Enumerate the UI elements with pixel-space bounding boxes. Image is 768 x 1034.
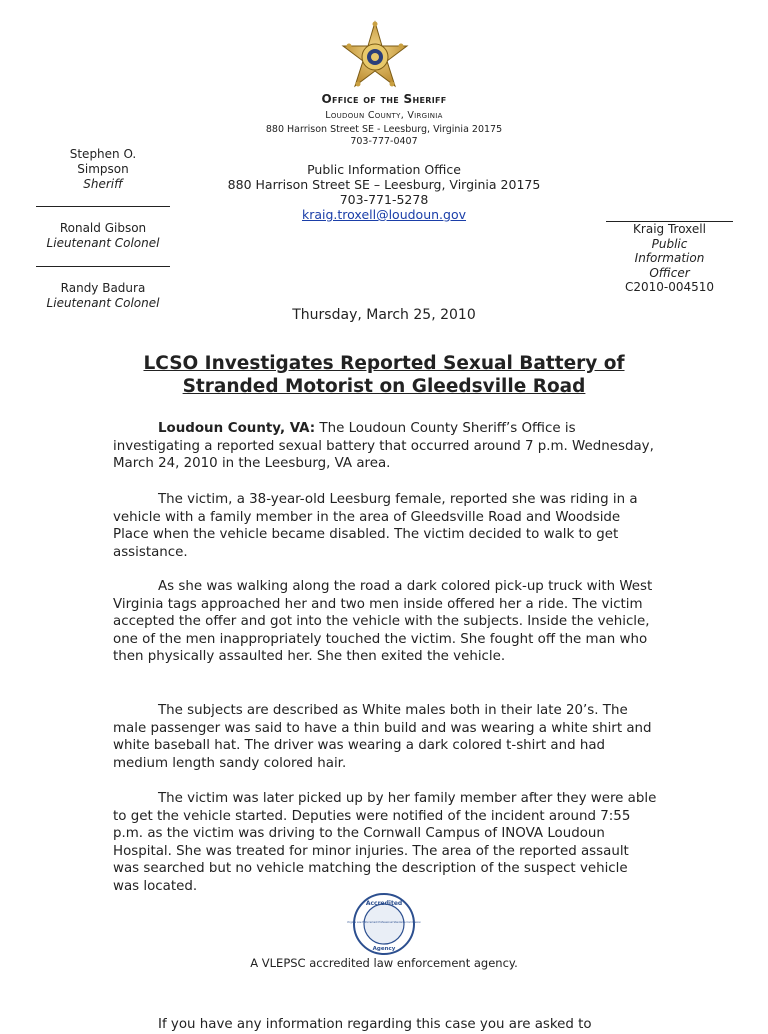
sheriff-block [36, 147, 170, 192]
pio-address: 880 Harrison Street SE – Leesburg, Virginia 20175 [227, 177, 541, 192]
paragraph-1-text: The Loudoun County Sheriff’s Office is investigating a reported sexual battery that occurred around 7 p.m. Wednesday, March 24, 2010 in the Leesburg, VA area. [113, 421, 654, 472]
lt-colonel-1-block [36, 221, 170, 251]
paragraph-5 [113, 790, 658, 896]
paragraph-4-text: The subjects are described as White males both in their late 20’s. The male passenger was said to have a thin build and was wearing a white shirt and white baseball hat. The driver was wearing a dark colored t-shirt and had medium length sandy colored hair. [113, 703, 652, 771]
paragraph-5-text: The victim was later picked up by her family member after they were able to get the vehicle started. Deputies were notified of the incident around 7:55 p.m. as the victim was driving to the Cornwall Campus of INOVA Loudoun Hospital. She was treated for minor injuries. The area of the reported assault was searched but no vehicle matching the description of the suspect vehicle was located. [113, 791, 657, 894]
lt-colonel-1-title: Lieutenant Colonel [46, 236, 160, 250]
release-date: Thursday, March 25, 2010 [292, 307, 476, 323]
pio-officer-block [606, 222, 733, 295]
paragraph-1 [113, 420, 658, 473]
pio-phone: 703-771-5278 [339, 192, 429, 207]
paragraph-2-text: The victim, a 38-year-old Leesburg female, reported she was riding in a vehicle with a family member in the area of Gleedsville Road and Woodside Place when the vehicle became disabled. The victim decided to walk to get assistance. [113, 492, 638, 560]
headline [100, 352, 668, 398]
office-address: 880 Harrison Street SE - Leesburg, Virginia 20175 [265, 124, 503, 135]
sheriff-title: Sheriff [83, 177, 123, 191]
paragraph-6-text: If you have any information regarding this case you are asked to [158, 1017, 592, 1032]
office-phone: 703-777-0407 [350, 136, 418, 147]
pio-officer-title-3: Officer [649, 265, 690, 280]
office-title: Office of the Sheriff [321, 92, 447, 106]
paragraph-6 [113, 1016, 658, 1034]
lt-colonel-2-name: Randy Badura [60, 281, 146, 295]
sheriff-name-line2: Simpson [77, 162, 129, 176]
pio-officer-title-1: Public [651, 236, 688, 251]
pio-email-link[interactable]: kraig.troxell@loudoun.gov [301, 207, 467, 222]
office-county: Loudoun County, Virginia [325, 110, 443, 121]
sheriff-name-line1: Stephen O. [69, 147, 137, 161]
pio-officer-title-2: Information [634, 251, 705, 265]
paragraph-4 [113, 702, 658, 772]
accreditation-caption: A VLEPSC accredited law enforcement agency. [250, 956, 518, 970]
seal-top-text: Accredited [365, 900, 403, 907]
headline-line-2: Stranded Motorist on Gleedsville Road [182, 376, 586, 397]
paragraph-3-text: As she was walking along the road a dark colored pick-up truck with West Virginia tags approached her and two men inside offered her a ride. The victim accepted the offer and got into the vehicle with the subjects. Inside the vehicle, one of the men inappropriately touched the victim. She fought off the man who then physically assaulted her. She then exited the vehicle. [113, 579, 653, 665]
dateline: Loudoun County, VA: [158, 421, 316, 436]
seal-bottom-text: Agency [372, 946, 396, 952]
left-divider-2 [36, 266, 170, 267]
case-number: C2010-004510 [624, 280, 715, 294]
pio-officer-name: Kraig Troxell [633, 222, 706, 236]
sheriff-badge-logo [341, 20, 409, 94]
left-divider-1 [36, 206, 170, 207]
paragraph-2 [113, 491, 658, 561]
pio-block [200, 162, 568, 222]
paragraph-3 [113, 578, 658, 666]
headline-line-1: LCSO Investigates Reported Sexual Battery of [143, 353, 625, 374]
lt-colonel-2-title: Lieutenant Colonel [46, 296, 160, 310]
vlepsc-accreditation-seal [347, 892, 421, 956]
seal-middle-text: Virginia Law Enforcement Professional Standards Commission [347, 921, 421, 924]
lt-colonel-1-name: Ronald Gibson [59, 221, 147, 235]
pio-title: Public Information Office [307, 162, 461, 177]
lt-colonel-2-block [36, 281, 170, 311]
